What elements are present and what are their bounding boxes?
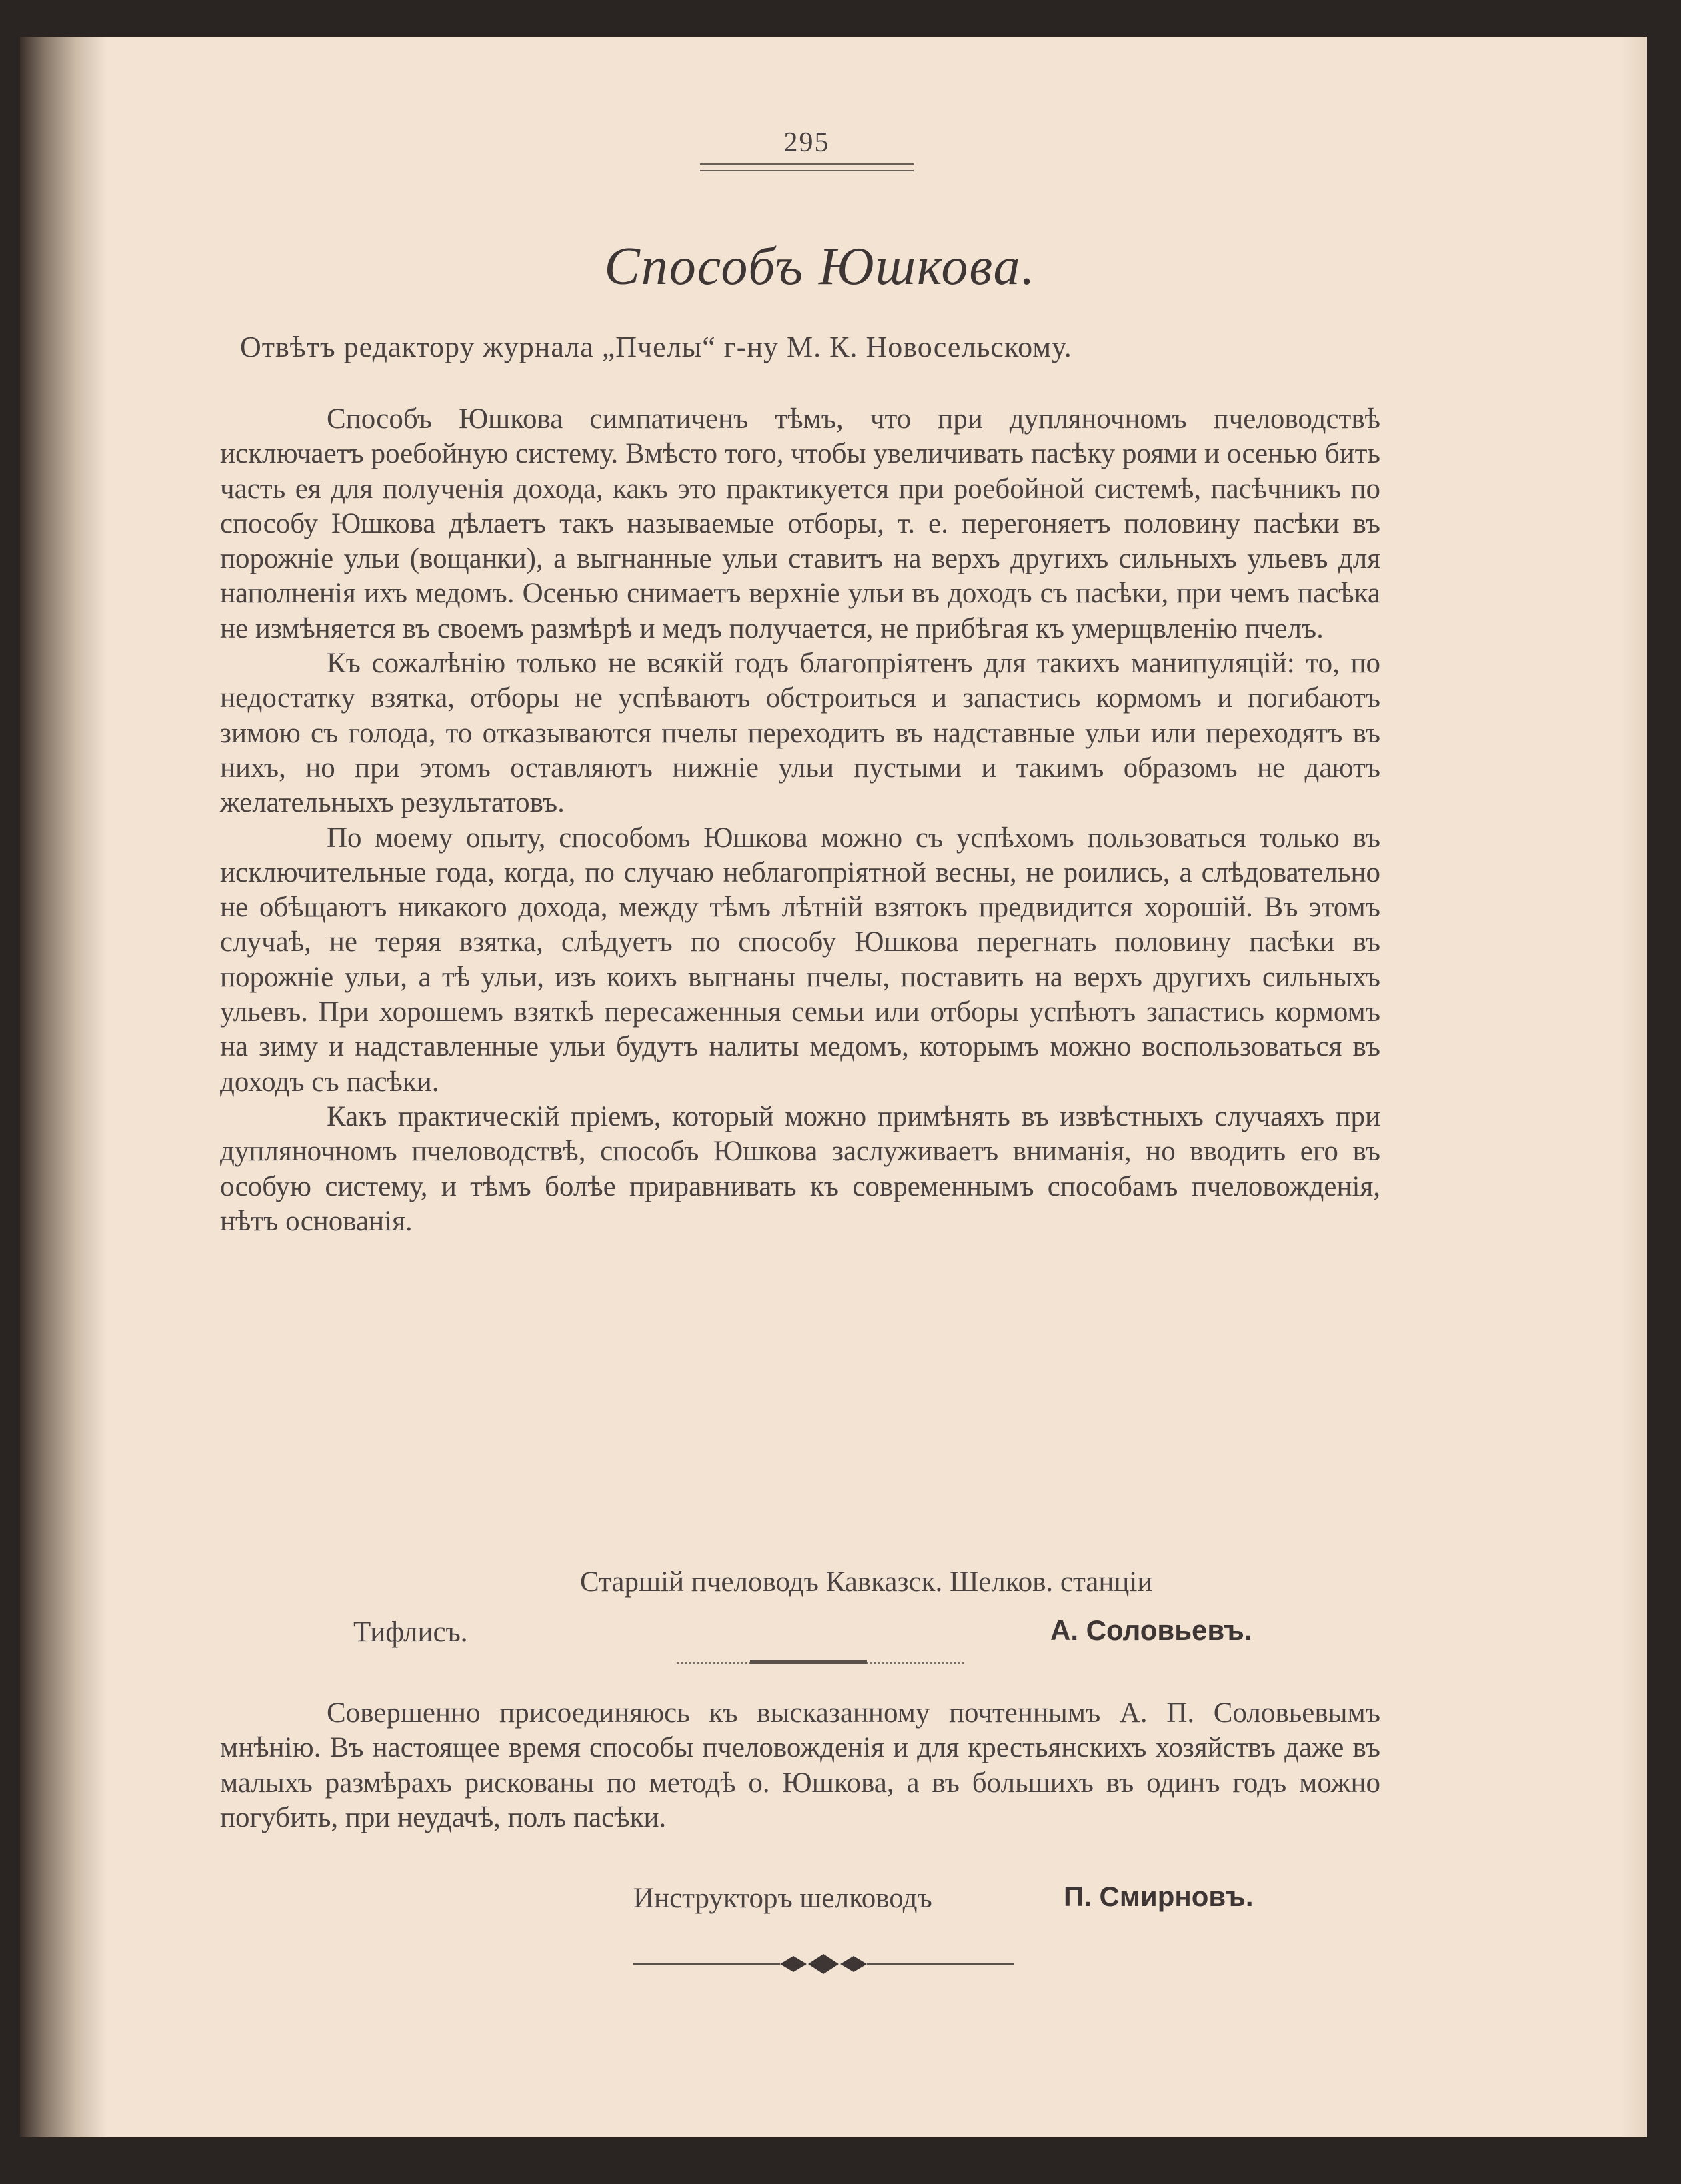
paragraph-1: Способъ Юшкова симпатиченъ тѣмъ, что при дупляночномъ пчеловодствѣ исключаетъ роебойную систему. Вмѣсто того, чтобы увеличивать пасѣку роями и осенью бить часть ея для полученія дохода, какъ это практикуется при роебойной системѣ, пасѣчникъ по способу Юшкова дѣлаетъ такъ называемые отборы, т. е. перегоняетъ половину пасѣки въ порожніе ульи (вощанки), а выгнанные ульи ставитъ на верхъ другихъ сильныхъ ульевъ для наполненія ихъ медомъ. Осенью снимаетъ верхніе ульи въ доходъ съ пасѣки, при чемъ пасѣка не измѣняется въ своемъ размѣрѣ и медъ получается, не прибѣгая къ умерщвленію пчелъ. (220, 403, 1380, 644)
paragraph-3: По моему опыту, способомъ Юшкова можно съ успѣхомъ пользоваться только въ исключительные года, когда, по случаю неблагопріятной весны, не роились, а слѣдовательно не обѣщаютъ никакого дохода, между тѣмъ лѣтній взятокъ предвидится хорошій. Въ этомъ случаѣ, не теряя взятка, слѣдуетъ по способу Юшкова перегнать половину пасѣки въ порожніе ульи, а тѣ ульи, изъ коихъ выгнаны пчелы, поставить на верхъ другихъ сильныхъ ульевъ. При хорошемъ взяткѣ пересаженныя семьи или отборы успѣютъ запастись кормомъ на зиму и надставленные ульи будутъ налиты медомъ, которымъ можно воспользоваться въ доходъ съ пасѣки. (220, 822, 1380, 1098)
signature-1-name: А. Соловьевъ. (1050, 1614, 1252, 1646)
section-divider-dash (750, 1660, 867, 1664)
signature-1-place: Тифлисъ. (353, 1616, 468, 1648)
end-ornament-icon (633, 1951, 1014, 1977)
editor-note-paragraph: Совершенно присоединяюсь къ высказанному почтеннымъ А. П. Соловьевымъ мнѣнію. Въ настоящее время способы пчеловожденія и для крестьянскихъ хозяйствъ даже въ малыхъ размѣрахъ рискованы по методѣ о. Юшкова, а въ большихъ въ одинъ годъ можно погубить, при неудачѣ, полъ пасѣки. (220, 1697, 1380, 1833)
book-page (20, 37, 1647, 2137)
page-number: 295 (783, 127, 830, 158)
signature-2-position: Инструкторъ шелководъ (633, 1883, 932, 1914)
page-number-rule-top (700, 163, 914, 165)
signature-2-name: П. Смирновъ. (1064, 1881, 1254, 1912)
article-subtitle: Отвѣтъ редактору журнала „Пчелы“ г-ну М. К. Новосельскому. (240, 331, 1072, 363)
paragraph-4: Какъ практическій пріемъ, который можно примѣнять въ извѣстныхъ случаяхъ при дупляночномъ пчеловодствѣ, способъ Юшкова заслуживаетъ вниманія, но вводить его въ особую систему, и тѣмъ болѣе приравнивать къ современнымъ способамъ пчеловожденія, нѣтъ основанія. (220, 1100, 1380, 1237)
article-body (220, 402, 1380, 1239)
paragraph-2: Къ сожалѣнію только не всякій годъ благопріятенъ для такихъ манипуляцій: то, по недостатку взятка, отборы не успѣваютъ обстроиться и запастись кормомъ и погибаютъ зимою съ голода, то отказываются пчелы переходить въ надставные ульи или переходятъ въ нихъ, но при этомъ оставляютъ нижніе ульи пустыми и такимъ образомъ не даютъ желательныхъ результатовъ. (220, 648, 1380, 819)
page-number-rule-bottom (700, 170, 914, 171)
page-gutter-shadow (20, 37, 107, 2137)
page-edge (1620, 37, 1647, 2137)
article-title: Способъ Юшкова. (604, 237, 1036, 296)
editor-note (220, 1696, 1380, 1835)
signature-1-position: Старшій пчеловодъ Кавказск. Шелков. станціи (580, 1566, 1153, 1598)
